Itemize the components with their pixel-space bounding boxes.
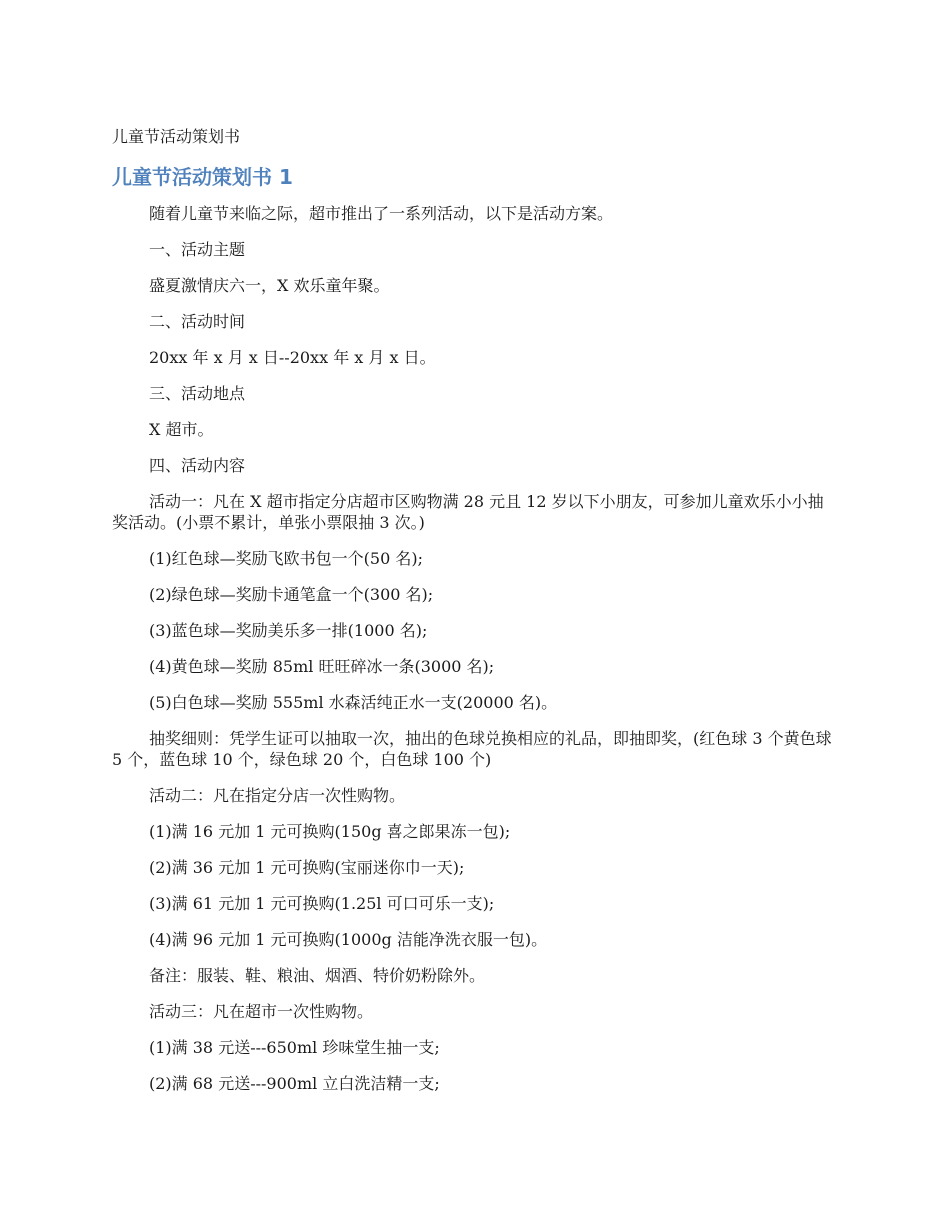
paragraph-intro: 随着儿童节来临之际，超市推出了一系列活动，以下是活动方案。 xyxy=(149,204,614,223)
list-item-green-ball: (2)绿色球—奖励卡通笔盒一个(300 名); xyxy=(149,585,434,604)
paragraph-theme: 盛夏激情庆六一，X 欢乐童年聚。 xyxy=(149,276,390,295)
list-item-gift-68: (2)满 68 元送---900ml 立白洗洁精一支; xyxy=(149,1074,440,1093)
list-item-tier-96: (4)满 96 元加 1 元可换购(1000g 洁能净洗衣服一包)。 xyxy=(149,930,548,949)
list-item-gift-38: (1)满 38 元送---650ml 珍味堂生抽一支; xyxy=(149,1038,440,1057)
paragraph-activity-three: 活动三：凡在超市一次性购物。 xyxy=(149,1002,374,1021)
document-body xyxy=(112,203,838,1109)
paragraph-draw-rules: 抽奖细则：凭学生证可以抽取一次，抽出的色球兑换相应的礼品，即抽即奖，(红色球 3 个黄色球 5 个，蓝色球 10 个，绿色球 20 个，白色球 100 个) xyxy=(112,729,832,769)
paragraph-activity-one: 活动一：凡在 X 超市指定分店超市区购物满 28 元且 12 岁以下小朋友，可参加儿童欢乐小小抽奖活动。(小票不累计，单张小票限抽 3 次。) xyxy=(112,492,824,532)
heading-theme: 一、活动主题 xyxy=(149,240,246,259)
list-item-tier-16: (1)满 16 元加 1 元可换购(150g 喜之郎果冻一包); xyxy=(149,822,511,841)
paragraph-note: 备注：服装、鞋、粮油、烟酒、特价奶粉除外。 xyxy=(149,966,486,985)
list-item-yellow-ball: (4)黄色球—奖励 85ml 旺旺碎冰一条(3000 名); xyxy=(149,657,495,676)
document-title: 儿童节活动策划书 xyxy=(112,127,241,146)
paragraph-location: X 超市。 xyxy=(149,420,214,439)
heading-content: 四、活动内容 xyxy=(149,456,246,475)
heading-location: 三、活动地点 xyxy=(149,384,246,403)
list-item-red-ball: (1)红色球—奖励飞欧书包一个(50 名); xyxy=(149,549,423,568)
paragraph-time: 20xx 年 x 月 x 日--20xx 年 x 月 x 日。 xyxy=(149,348,436,367)
paragraph-activity-two: 活动二：凡在指定分店一次性购物。 xyxy=(149,786,406,805)
list-item-blue-ball: (3)蓝色球—奖励美乐多一排(1000 名); xyxy=(149,621,428,640)
heading-time: 二、活动时间 xyxy=(149,312,246,331)
list-item-tier-61: (3)满 61 元加 1 元可换购(1.25l 可口可乐一支); xyxy=(149,894,495,913)
section-heading: 儿童节活动策划书 1 xyxy=(112,165,293,189)
list-item-white-ball: (5)白色球—奖励 555ml 水森活纯正水一支(20000 名)。 xyxy=(149,693,558,712)
list-item-tier-36: (2)满 36 元加 1 元可换购(宝丽迷你巾一天); xyxy=(149,858,465,877)
